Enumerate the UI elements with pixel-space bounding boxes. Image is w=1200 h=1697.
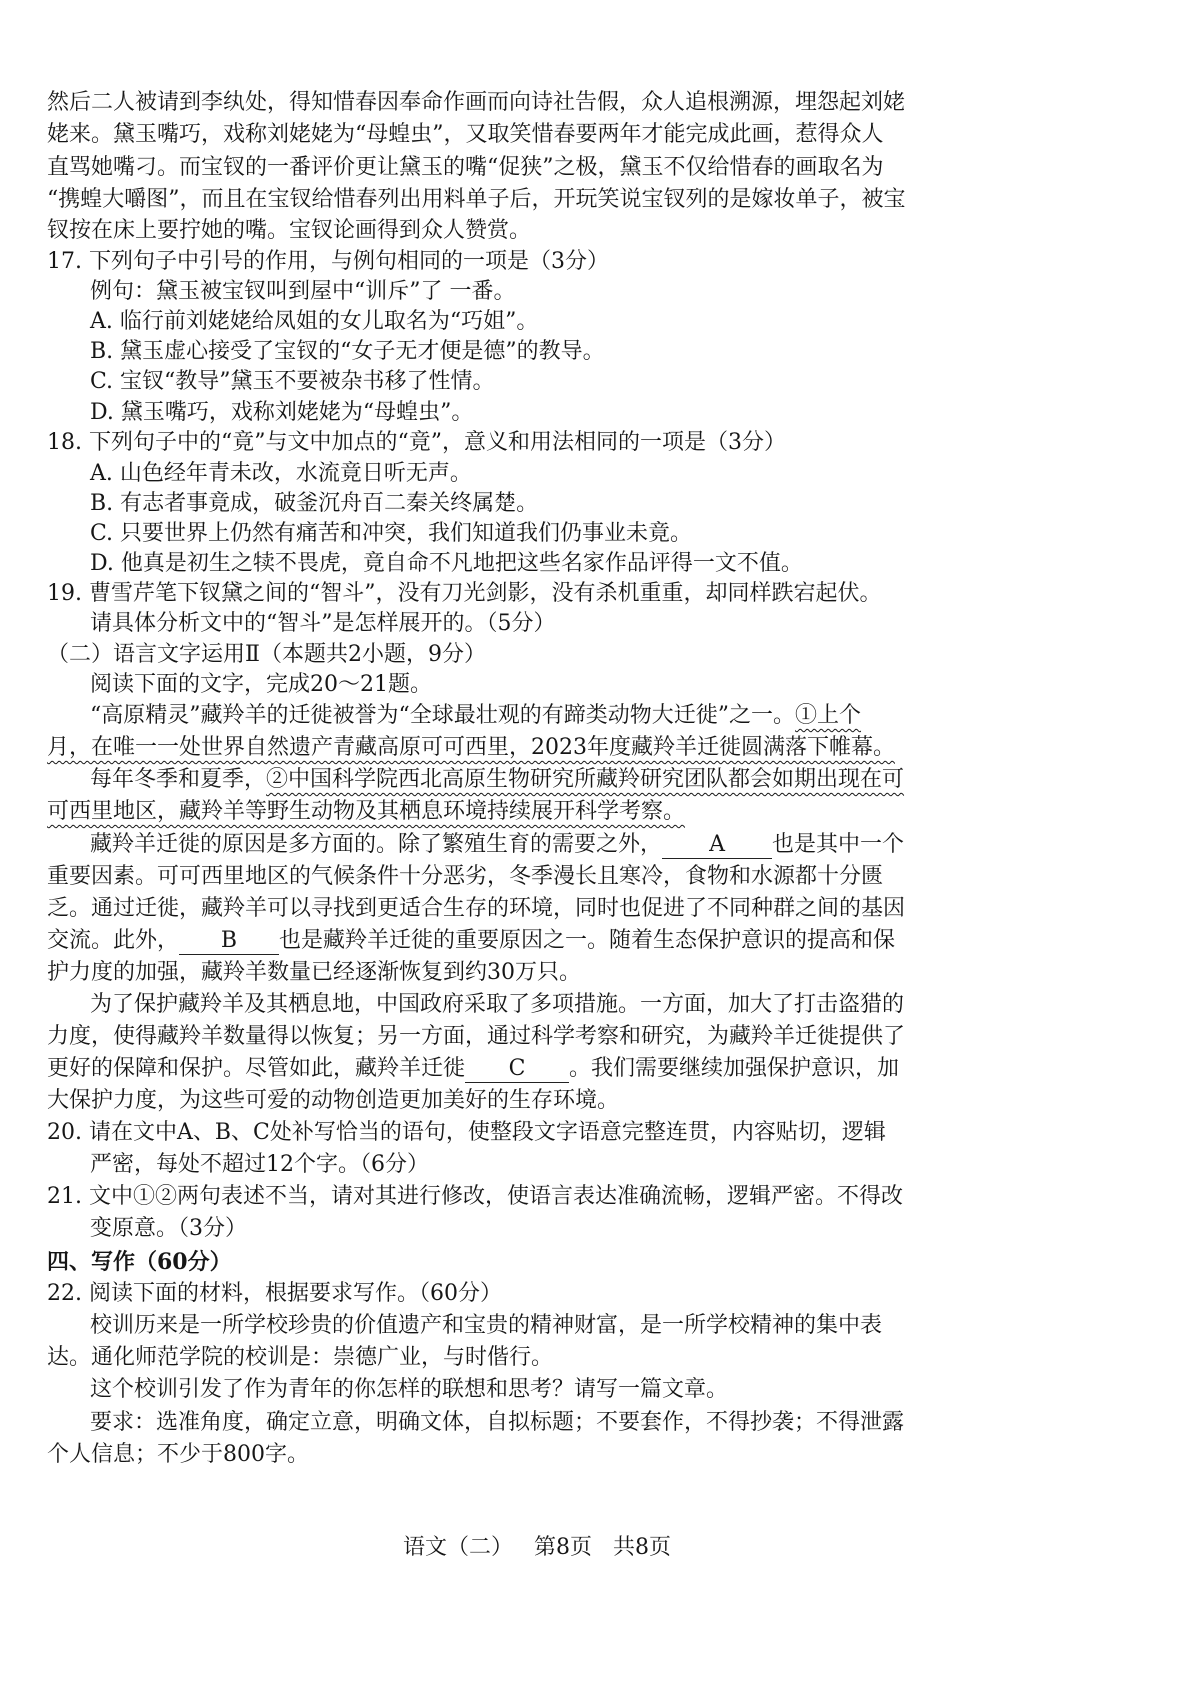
faulty-sentence-2-cont: 可西里地区，藏羚羊等野生动物及其栖息环境持续展开科学考察。 <box>47 799 686 824</box>
option-c: C. 宝钗“教导”黛玉不要被杂书移了性情。 <box>90 369 495 394</box>
section-heading-writing: 四、写作（60分） <box>47 1249 232 1275</box>
reading-line: 为了保护藏羚羊及其栖息地，中国政府采取了多项措施。一方面，加大了打击盗猎的 <box>90 992 905 1017</box>
reading-line <box>90 701 861 731</box>
reading-line: 乏。通过迁徙，藏羚羊可以寻找到更适合生存的环境，同时也促进了不同种群之间的基因 <box>47 896 906 921</box>
faulty-sentence-2: ②中国科学院西北高原生物研究所藏羚研究团队都会如期出现在可 <box>266 767 905 792</box>
passage-line: “携蝗大嚼图”，而且在宝钗给惜春列出用料单子后，开玩笑说宝钗列的是嫁妆单子，被宝 <box>47 187 906 212</box>
question-19-line2: 请具体分析文中的“智斗”是怎样展开的。（5分） <box>90 611 556 636</box>
reading-line: 重要因素。可可西里地区的气候条件十分恶劣，冬季漫长且寒冷，食物和水源都十分匮 <box>47 864 884 889</box>
option-a: A. 山色经年青未改，水流竟日听无声。 <box>90 461 472 486</box>
material-line: 达。通化师范学院的校训是：崇德广业，与时偕行。 <box>47 1345 554 1370</box>
reading-line: 大保护力度，为这些可爱的动物创造更加美好的生存环境。 <box>47 1088 620 1113</box>
faulty-sentence-1-cont: 月，在唯一一处世界自然遗产青藏高原可可西里，2023年度藏羚羊迁徙圆满落下帷幕。 <box>47 735 895 760</box>
reading-line: 护力度的加强，藏羚羊数量已经逐渐恢复到约30万只。 <box>47 960 581 985</box>
reading-text: 。我们需要继续加强保护意识，加 <box>569 1056 900 1081</box>
question-21: 21. 文中①②两句表述不当，请对其进行修改，使语言表达准确流畅，逻辑严密。不得改 <box>47 1184 903 1209</box>
material-line: 这个校训引发了作为青年的你怎样的联想和思考？请写一篇文章。 <box>90 1377 729 1402</box>
question-18: 18. 下列句子中的“竟”与文中加点的“竟”，意义和用法相同的一项是（3分） <box>47 430 786 455</box>
reading-line <box>47 926 895 956</box>
passage-line: 姥来。黛玉嘴巧，戏称刘姥姥为“母蝗虫”，又取笑惜春要两年才能完成此画，惹得众人 <box>47 122 884 147</box>
reading-line: 力度，使得藏羚羊数量得以恢复；另一方面，通过科学考察和研究，为藏羚羊迁徙提供了 <box>47 1024 906 1049</box>
option-c: C. 只要世界上仍然有痛苦和冲突，我们知道我们仍事业未竟。 <box>90 521 693 546</box>
option-d: D. 黛玉嘴巧，戏称刘姥姥为“母蝗虫”。 <box>90 400 474 425</box>
question-20-line2: 严密，每处不超过12个字。（6分） <box>90 1152 429 1177</box>
question-22: 22. 阅读下面的材料，根据要求写作。（60分） <box>47 1281 502 1306</box>
passage-line: 钗按在床上要拧她的嘴。宝钗论画得到众人赞赏。 <box>47 218 532 243</box>
blank-a[interactable]: A <box>662 832 772 859</box>
option-b: B. 有志者事竟成，破釜沉舟百二秦关终属楚。 <box>90 491 539 516</box>
requirements-line: 要求：选准角度，确定立意，明确文体，自拟标题；不要套作，不得抄袭；不得泄露 <box>90 1410 905 1435</box>
question-20: 20. 请在文中A、B、C处补写恰当的语句，使整段文字语意完整连贯，内容贴切，逻辑 <box>47 1120 886 1145</box>
reading-text: 交流。此外， <box>47 928 180 953</box>
option-b: B. 黛玉虚心接受了宝钗的“女子无才便是德”的教导。 <box>90 339 605 364</box>
reading-line <box>90 765 904 795</box>
option-d: D. 他真是初生之犊不畏虎，竟自命不凡地把这些名家作品评得一文不值。 <box>90 551 803 576</box>
question-21-line2: 变原意。（3分） <box>90 1216 247 1241</box>
reading-line <box>47 1054 899 1084</box>
question-17: 17. 下列句子中引号的作用，与例句相同的一项是（3分） <box>47 249 609 274</box>
blank-c[interactable]: C <box>465 1056 569 1083</box>
reading-text: 也是其中一个 <box>772 832 905 857</box>
faulty-sentence-1: ①上个 <box>795 703 862 728</box>
requirements-line: 个人信息；不少于800字。 <box>47 1442 309 1467</box>
passage-line: 直骂她嘴刁。而宝钗的一番评价更让黛玉的嘴“促狭”之极，黛玉不仅给惜春的画取名为 <box>47 155 884 180</box>
instruction: 阅读下面的文字，完成20～21题。 <box>90 672 432 697</box>
passage-line: 然后二人被请到李纨处，得知惜春因奉命作画而向诗社告假，众人追根溯源，埋怨起刘姥 <box>47 90 906 115</box>
reading-text: 每年冬季和夏季， <box>90 767 267 792</box>
reading-text: 也是藏羚羊迁徙的重要原因之一。随着生态保护意识的提高和保 <box>279 928 896 953</box>
reading-text: 藏羚羊迁徙的原因是多方面的。除了繁殖生育的需要之外， <box>90 832 663 857</box>
reading-line <box>90 830 904 860</box>
option-a: A. 临行前刘姥姥给凤姐的女儿取名为“巧姐”。 <box>90 309 539 334</box>
example-sentence: 例句：黛玉被宝钗叫到屋中“训斥”了 一番。 <box>90 279 516 304</box>
question-19: 19. 曹雪芹笔下钗黛之间的“智斗”，没有刀光剑影，没有杀机重重，却同样跌宕起伏。 <box>47 581 882 606</box>
section-heading: （二）语言文字运用Ⅱ（本题共2小题，9分） <box>47 642 486 667</box>
page-footer: 语文（二） 第8页 共8页 <box>403 1535 671 1560</box>
reading-text: “高原精灵”藏羚羊的迁徙被誉为“全球最壮观的有蹄类动物大迁徙”之一。 <box>90 703 795 728</box>
material-line: 校训历来是一所学校珍贵的价值遗产和宝贵的精神财富，是一所学校精神的集中表 <box>90 1313 883 1338</box>
blank-b[interactable]: B <box>179 928 279 955</box>
reading-text: 更好的保障和保护。尽管如此，藏羚羊迁徙 <box>47 1056 466 1081</box>
